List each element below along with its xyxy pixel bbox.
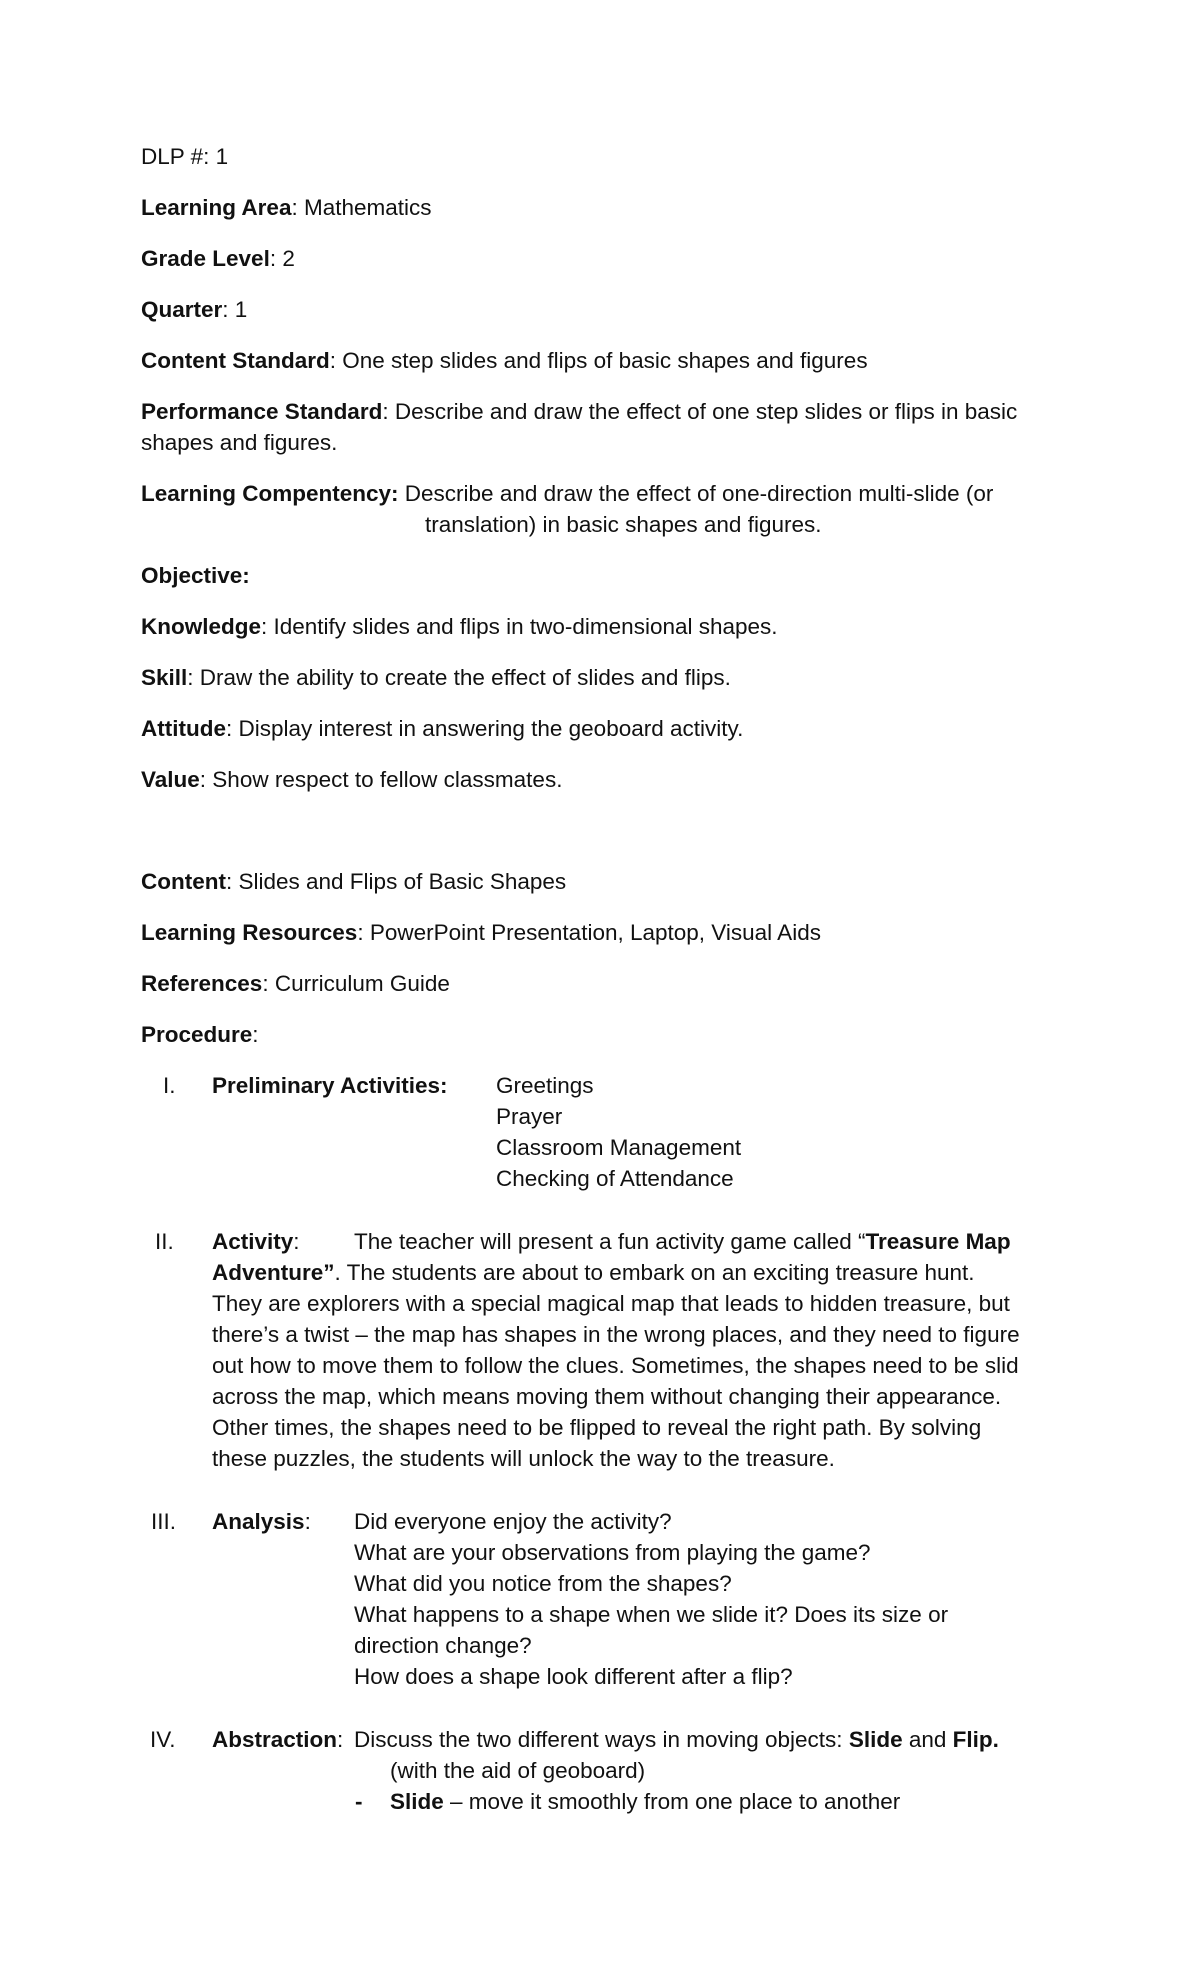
slide-bold: Slide (848, 1727, 903, 1752)
list-item: What are your observations from playing the game? (354, 1540, 871, 1565)
content-label: Content (141, 869, 226, 894)
learning-resources-line (141, 917, 821, 948)
slide-bullet-line (390, 1786, 900, 1817)
quarter-value: : 1 (222, 297, 248, 322)
section-1-number: I. (163, 1073, 176, 1098)
activity-colon: : (293, 1229, 300, 1254)
list-item: What happens to a shape when we slide it? Does its size or (354, 1602, 949, 1627)
quarter-label: Quarter (141, 297, 223, 322)
knowledge-value: : Identify slides and flips in two-dimensional shapes. (261, 614, 778, 639)
section-2-number: II. (155, 1229, 174, 1254)
list-item: Checking of Attendance (496, 1166, 734, 1191)
flip-bold: Flip. (952, 1727, 999, 1752)
content-value: : Slides and Flips of Basic Shapes (225, 869, 567, 894)
references-line (141, 968, 450, 999)
paragraph-line: these puzzles, the students will unlock the way to the treasure. (212, 1446, 835, 1471)
objective-heading (141, 560, 250, 591)
knowledge-label: Knowledge (141, 614, 262, 639)
dlp-label: DLP # (141, 144, 204, 169)
list-item: Greetings (496, 1073, 594, 1098)
list-item: Did everyone enjoy the activity? (354, 1509, 672, 1534)
grade-level-line (141, 243, 295, 274)
adventure-bold: Adventure” (212, 1260, 335, 1285)
content-standard-label: Content Standard (141, 348, 330, 373)
section-4-second-line: (with the aid of geoboard) (390, 1758, 646, 1783)
attitude-line (141, 713, 743, 744)
list-item: Prayer (496, 1104, 563, 1129)
activity-text-2: . The students are about to embark on an exciting treasure hunt. (334, 1260, 975, 1285)
preliminary-activities-label: Preliminary Activities: (212, 1073, 448, 1098)
learning-area-line (141, 192, 432, 223)
section-2-label (212, 1226, 300, 1257)
list-item: direction change? (354, 1633, 532, 1658)
section-2-first-line (354, 1226, 1011, 1257)
performance-standard-line-2: shapes and figures. (141, 430, 338, 455)
objective-heading-text: Objective: (141, 563, 250, 588)
abstraction-colon: : (337, 1727, 344, 1752)
performance-standard-label: Performance Standard (141, 399, 383, 424)
dlp-line (141, 141, 228, 172)
section-2-second-line (212, 1257, 975, 1288)
grade-level-value: : 2 (269, 246, 295, 271)
content-line (141, 866, 566, 897)
abstraction-label: Abstraction (212, 1727, 338, 1752)
content-standard-line (141, 345, 868, 376)
section-3-label (212, 1506, 311, 1537)
knowledge-line (141, 611, 778, 642)
value-label: Value (141, 767, 200, 792)
dlp-value: : 1 (203, 144, 229, 169)
performance-standard-line (141, 396, 1017, 427)
section-3-list (354, 1506, 948, 1692)
learning-resources-value: : PowerPoint Presentation, Laptop, Visual Aids (357, 920, 821, 945)
performance-standard-value: : Describe and draw the effect of one step slides or flips in basic (382, 399, 1018, 424)
procedure-line (141, 1019, 259, 1050)
analysis-label: Analysis (212, 1509, 305, 1534)
skill-value: : Draw the ability to create the effect of slides and flips. (187, 665, 731, 690)
value-value: : Show respect to fellow classmates. (199, 767, 563, 792)
quarter-line (141, 294, 247, 325)
activity-text-1: The teacher will present a fun activity game called “ (354, 1229, 866, 1254)
content-standard-value: : One step slides and flips of basic shapes and figures (329, 348, 868, 373)
learning-competency-line (141, 478, 993, 509)
list-item: How does a shape look different after a flip? (354, 1664, 793, 1689)
learning-competency-label: Learning Compentency: (141, 481, 399, 506)
section-1-list (496, 1070, 741, 1194)
treasure-map-bold: Treasure Map (865, 1229, 1011, 1254)
references-label: References (141, 971, 263, 996)
section-1-label (212, 1070, 448, 1101)
abstraction-text: Discuss the two different ways in moving objects: (354, 1727, 849, 1752)
list-item: What did you notice from the shapes? (354, 1571, 732, 1596)
and-text: and (902, 1727, 953, 1752)
value-line (141, 764, 562, 795)
section-3-number: III. (151, 1509, 177, 1534)
section-2-paragraph (212, 1288, 1020, 1474)
paragraph-line: Other times, the shapes need to be flipped to reveal the right path. By solving (212, 1415, 982, 1440)
learning-competency-line-2: translation) in basic shapes and figures. (425, 512, 822, 537)
section-4-label (212, 1724, 343, 1755)
learning-area-value: : Mathematics (291, 195, 432, 220)
bullet-dash (355, 1786, 363, 1817)
skill-label: Skill (141, 665, 188, 690)
attitude-value: : Display interest in answering the geoboard activity. (225, 716, 744, 741)
references-value: : Curriculum Guide (262, 971, 450, 996)
learning-area-label: Learning Area (141, 195, 292, 220)
analysis-colon: : (304, 1509, 311, 1534)
procedure-label: Procedure (141, 1022, 253, 1047)
skill-line (141, 662, 731, 693)
learning-competency-value: Describe and draw the effect of one-direction multi-slide (or (398, 481, 994, 506)
paragraph-line: They are explorers with a special magical map that leads to hidden treasure, but (212, 1291, 1010, 1316)
bullet-mark: - (355, 1789, 363, 1814)
slide-bullet-bold: Slide (390, 1789, 444, 1814)
activity-label: Activity (212, 1229, 294, 1254)
attitude-label: Attitude (141, 716, 226, 741)
procedure-colon: : (252, 1022, 259, 1047)
section-4-number: IV. (150, 1727, 176, 1752)
paragraph-line: there’s a twist – the map has shapes in the wrong places, and they need to figure (212, 1322, 1020, 1347)
list-item: Classroom Management (496, 1135, 742, 1160)
paragraph-line: across the map, which means moving them without changing their appearance. (212, 1384, 1002, 1409)
learning-resources-label: Learning Resources (141, 920, 358, 945)
slide-bullet-text: – move it smoothly from one place to another (443, 1789, 901, 1814)
grade-level-label: Grade Level (141, 246, 270, 271)
section-4-first-line (354, 1724, 999, 1755)
paragraph-line: out how to move them to follow the clues. Sometimes, the shapes need to be slid (212, 1353, 1019, 1378)
